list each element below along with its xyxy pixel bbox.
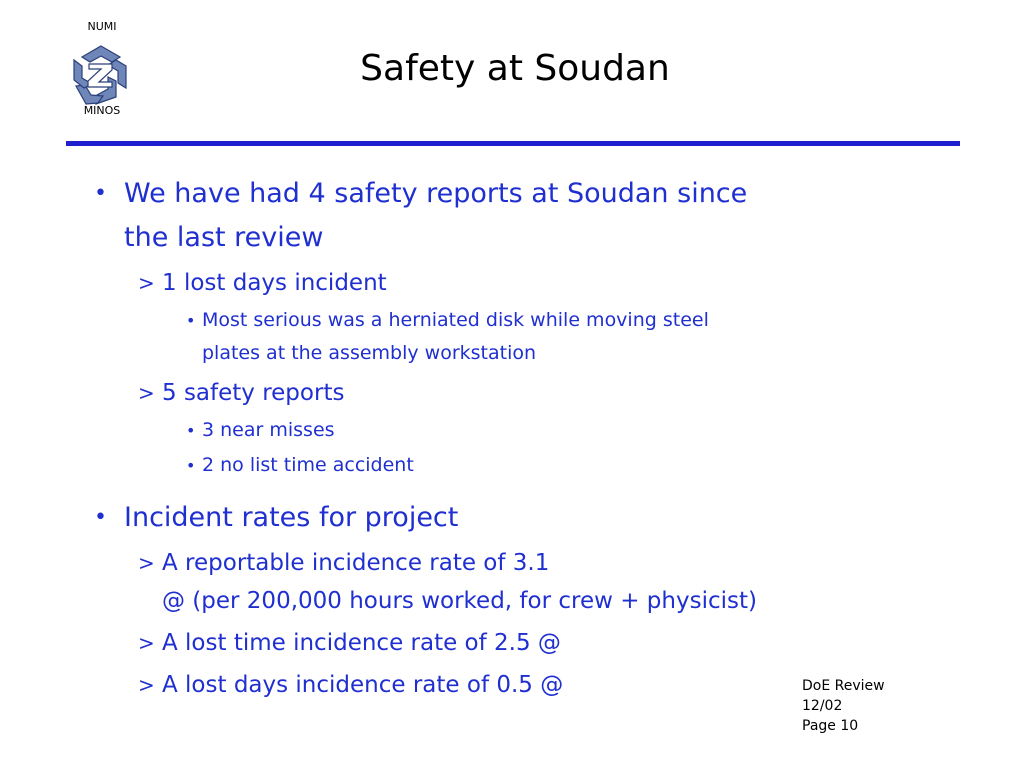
title-divider [66,141,960,146]
detail-item [90,449,890,482]
numi-minos-logo-icon [68,42,134,108]
sub-bullet-item [90,374,890,412]
slide-content [90,172,890,704]
footer-date: 12/02 [802,698,843,714]
bullet-text-line: the last review [124,222,324,253]
sub-bullet-marker: > [138,381,155,405]
sub-bullet-text: 1 lost days incident [162,270,387,296]
bullet-marker: • [94,505,107,530]
sub-bullet-text: A reportable incidence rate of 3.1 [162,550,550,576]
detail-item [90,414,890,447]
slide-footer [802,676,885,736]
sub-bullet-text: @ (per 200,000 hours worked, for crew + physicist) [162,588,757,614]
detail-marker: • [186,456,196,475]
bullet-text-line: Incident rates for project [124,502,459,533]
sub-bullet-text: 5 safety reports [162,380,345,406]
detail-text-line: 3 near misses [202,419,335,441]
bullet-item [90,496,890,540]
detail-text-line: 2 no list time accident [202,454,414,476]
sub-bullet-marker: > [138,673,155,697]
detail-marker: • [186,311,196,330]
sub-bullet-text: A lost time incidence rate of 2.5 @ [162,630,561,656]
sub-bullet-text: A lost days incidence rate of 0.5 @ [162,672,564,698]
logo-bottom-text: MINOS [83,104,121,117]
slide-title: Safety at Soudan [360,48,670,89]
sub-bullet-item [90,264,890,302]
sub-bullet-item [90,544,890,620]
detail-item [90,304,890,370]
footer-page-number: Page 10 [802,718,859,734]
logo [62,14,142,124]
detail-text-line: Most serious was a herniated disk while moving steel [202,309,709,331]
sub-bullet-marker: > [138,631,155,655]
bullet-item [90,172,890,260]
bullet-text-line: We have had 4 safety reports at Soudan since [124,178,748,209]
footer-review-label: DoE Review [802,678,885,694]
detail-marker: • [186,421,196,440]
detail-text-line: plates at the assembly workstation [202,342,537,364]
sub-bullet-marker: > [138,271,155,295]
sub-bullet-marker: > [138,551,155,575]
logo-top-text: NUMI [87,20,117,33]
sub-bullet-item [90,624,890,662]
bullet-marker: • [94,181,107,206]
sub-bullet-item [90,666,890,704]
